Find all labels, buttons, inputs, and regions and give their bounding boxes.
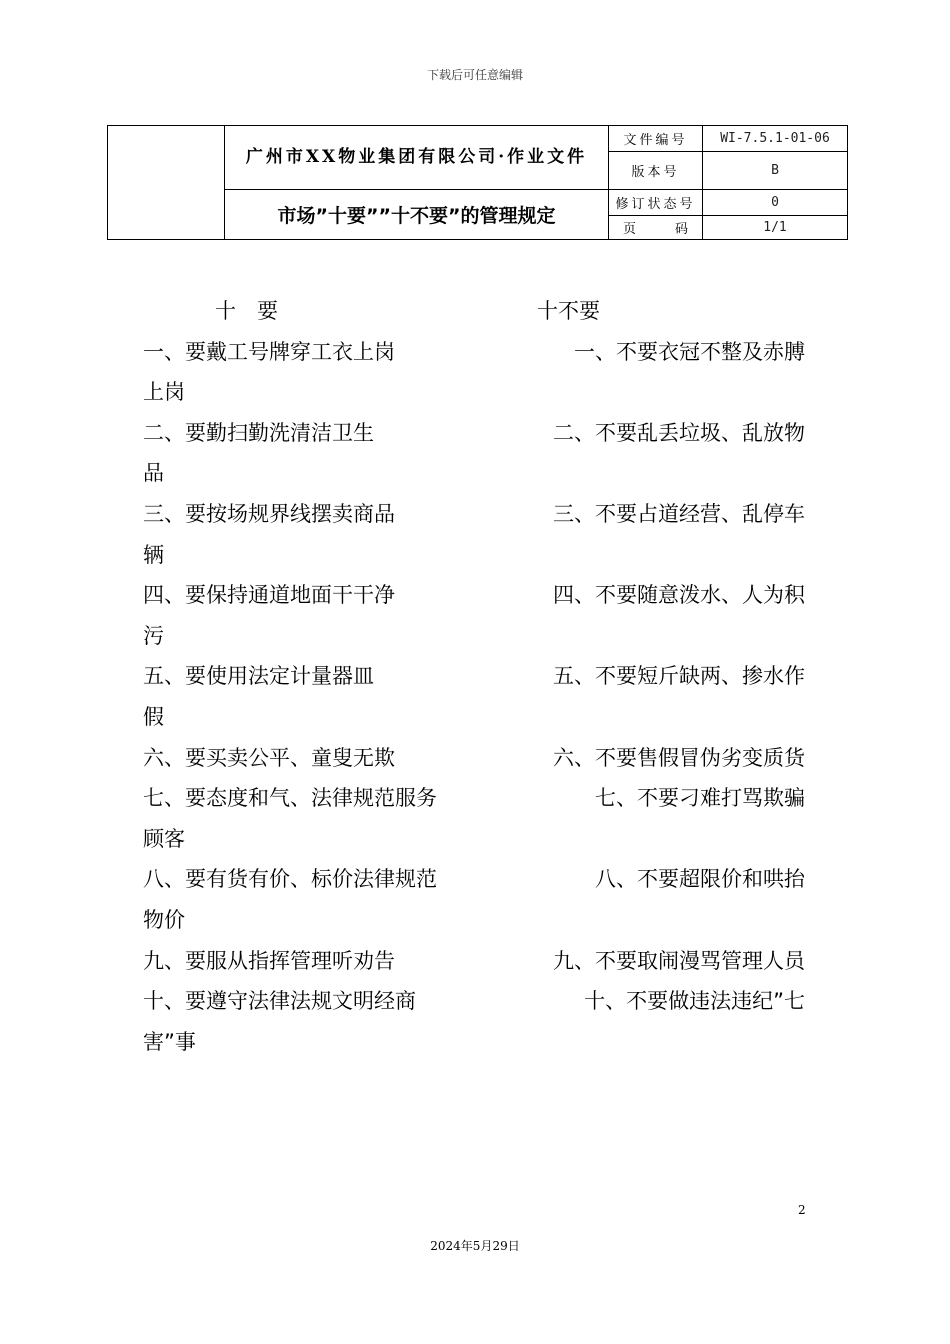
header-note: 下载后可任意编辑 [426, 68, 523, 82]
page-number: 2 [798, 1203, 806, 1217]
footer-date: 2024年5月29日 [430, 1239, 520, 1253]
list-item [143, 332, 808, 373]
info-row-version [609, 152, 847, 190]
document-info-table [608, 126, 848, 239]
rule-do: 污 [143, 623, 164, 648]
rules-content [143, 291, 808, 1062]
rule-dont: 四、不要随意泼水、人为积 [553, 583, 805, 608]
rule-dont: 八、不要超限价和哄抬 [595, 867, 805, 892]
rule-do: 上岗 [143, 380, 185, 405]
column-headings [143, 291, 808, 332]
info-label: 修订状态号 [609, 190, 703, 215]
rule-do: 假 [143, 704, 164, 729]
rule-do: 八、要有货有价、标价法律规范 [143, 867, 437, 892]
rule-do: 辆 [143, 542, 164, 567]
info-value: 0 [771, 195, 779, 210]
list-item [143, 859, 808, 900]
info-label: 版本号 [609, 152, 703, 189]
info-label-part: 页 [623, 222, 637, 237]
document-header-table [107, 125, 848, 240]
rule-dont: 一、不要衣冠不整及赤膊 [574, 339, 805, 364]
info-label [609, 216, 703, 239]
info-value: 1/1 [763, 220, 787, 235]
heading-dos: 十 要 [215, 299, 278, 323]
list-item [143, 819, 808, 860]
rule-dont: 十、不要做违法违纪”七 [584, 989, 805, 1014]
logo-cell [107, 126, 225, 239]
company-name: 广州市XX物业集团有限公司·作业文件 [225, 126, 608, 190]
list-item [143, 738, 808, 779]
rule-do: 害”事 [143, 1029, 196, 1054]
info-row-file-number [609, 126, 847, 152]
info-label: 文件编号 [609, 126, 703, 151]
list-item [143, 616, 808, 657]
list-item [143, 453, 808, 494]
info-row-page [609, 216, 847, 239]
rule-do: 三、要按场规界线摆卖商品 [143, 501, 395, 526]
list-item [143, 697, 808, 738]
info-value: B [771, 163, 779, 178]
list-item [143, 535, 808, 576]
rule-dont: 七、不要刁难打骂欺骗 [595, 786, 805, 811]
rule-do: 品 [143, 461, 164, 486]
info-value: WI-7.5.1-01-06 [720, 131, 830, 146]
rule-do: 十、要遵守法律法规文明经商 [143, 989, 416, 1014]
rule-do: 七、要态度和气、法律规范服务 [143, 786, 437, 811]
heading-donts: 十不要 [537, 299, 600, 323]
rule-do: 六、要买卖公平、童叟无欺 [143, 745, 395, 770]
list-item [143, 575, 808, 616]
rule-dont: 九、不要取闹漫骂管理人员 [553, 948, 805, 973]
rule-dont: 五、不要短斤缺两、掺水作 [553, 664, 805, 689]
list-item [143, 900, 808, 941]
rule-dont: 三、不要占道经营、乱停车 [553, 501, 805, 526]
rule-do: 一、要戴工号牌穿工衣上岗 [143, 339, 395, 364]
rule-do: 九、要服从指挥管理听劝告 [143, 948, 395, 973]
list-item [143, 981, 808, 1022]
list-item [143, 656, 808, 697]
rules-list [143, 332, 808, 1063]
rule-do: 二、要勤扫勤洗清洁卫生 [143, 420, 374, 445]
rule-do: 五、要使用法定计量器皿 [143, 664, 374, 689]
rule-do: 四、要保持通道地面干干净 [143, 583, 395, 608]
rule-dont: 二、不要乱丢垃圾、乱放物 [553, 420, 805, 445]
list-item [143, 372, 808, 413]
info-label-part: 码 [674, 222, 688, 237]
rule-dont: 六、不要售假冒伪劣变质货 [553, 745, 805, 770]
list-item [143, 778, 808, 819]
list-item [143, 1022, 808, 1063]
list-item [143, 941, 808, 982]
list-item [143, 494, 808, 535]
rule-do: 顾客 [143, 826, 185, 851]
info-row-revision [609, 190, 847, 216]
document-title: 市场”十要””十不要”的管理规定 [277, 205, 556, 227]
rule-do: 物价 [143, 907, 185, 932]
list-item [143, 413, 808, 454]
